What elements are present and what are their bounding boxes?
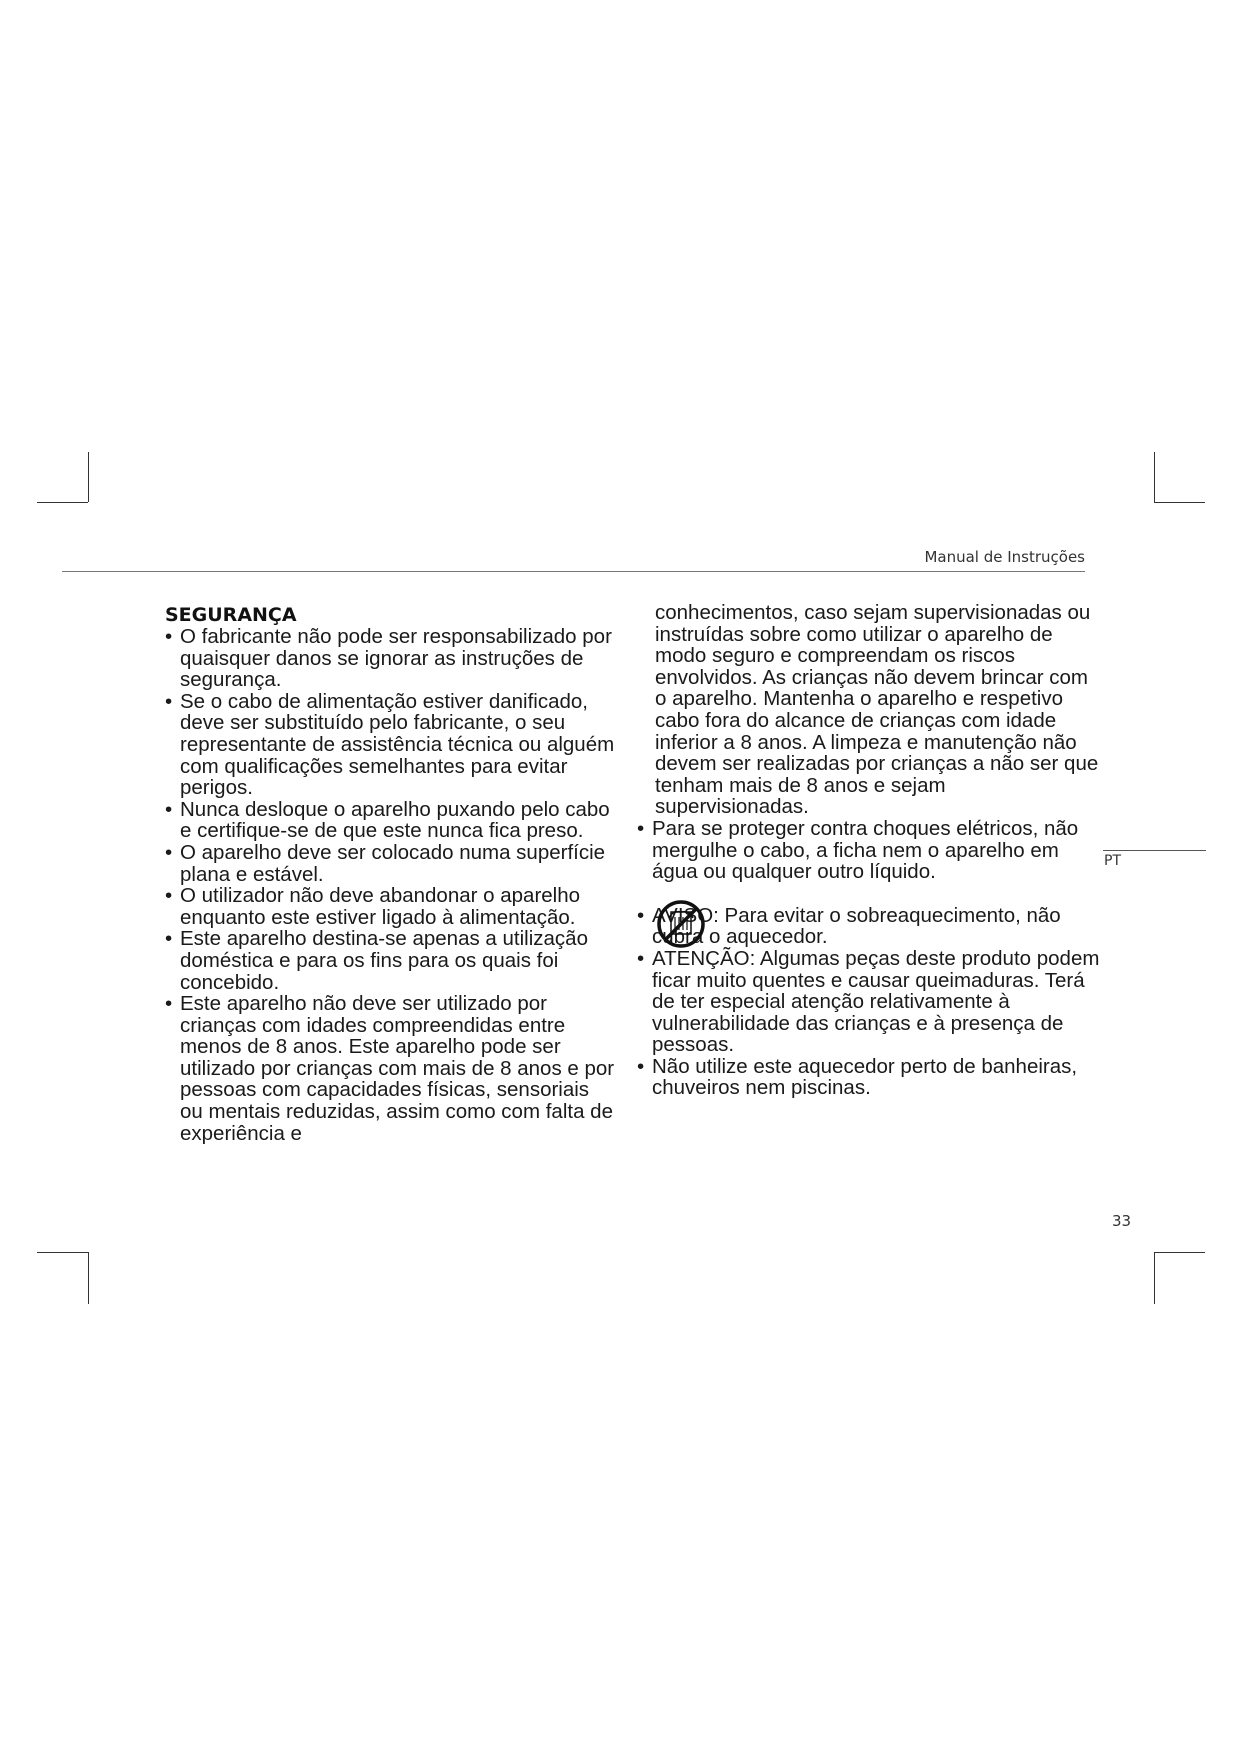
page-number: 33	[1112, 1212, 1132, 1230]
side-tab-rule	[1103, 850, 1206, 851]
list-item: • AVISO: Para evitar o sobreaquecimento, não cubra o aquecedor.	[637, 905, 1102, 948]
crop-mark-top-right-v	[1154, 452, 1155, 502]
list-item: • O fabricante não pode ser responsabilizado por quaisquer danos se ignorar as instruções de segurança.	[165, 626, 615, 691]
crop-mark-bottom-right-v	[1154, 1252, 1155, 1304]
list-item: • Não utilize este aquecedor perto de banheiras, chuveiros nem piscinas.	[637, 1056, 1102, 1099]
header-rule	[62, 571, 1085, 572]
crop-mark-bottom-right-h	[1154, 1252, 1205, 1253]
list-item: • ATENÇÃO: Algumas peças deste produto podem ficar muito quentes e causar queimaduras. Terá de ter especial atenção relativamente à vulnerabilidade das crianças e à presença de pessoas.	[637, 948, 1102, 1056]
list-item: • Este aparelho não deve ser utilizado por crianças com idades compreendidas entre menos de 8 anos. Este aparelho pode ser utilizado por crianças com mais de 8 anos e por pessoas com capacidades físicas, sensoriais ou mentais reduzidas, assim como com falta de experiência e	[165, 993, 615, 1144]
crop-mark-top-right-h	[1154, 502, 1205, 503]
section-title: SEGURANÇA	[165, 604, 297, 626]
left-safety-list	[165, 626, 615, 1144]
list-item: • Para se proteger contra choques elétricos, não mergulhe o cabo, a ficha nem o aparelho em água ou qualquer outro líquido.	[637, 818, 1102, 883]
do-not-cover-icon-svg	[655, 898, 707, 950]
crop-mark-top-left-h	[37, 502, 88, 503]
continued-paragraph: conhecimentos, caso sejam supervisionadas ou instruídas sobre como utilizar o aparelho de modo seguro e compreendam os riscos envolvidos. As crianças não devem brincar com o aparelho. Mantenha o aparelho e respetivo cabo fora do alcance de crianças com idade inferior a 8 anos. A limpeza e manutenção não devem ser realizadas por crianças a não ser que tenham mais de 8 anos e sejam supervisionadas.	[655, 601, 1099, 819]
right-safety-list	[637, 818, 1102, 1099]
header-title: Manual de Instruções	[924, 548, 1085, 566]
list-item: • O utilizador não deve abandonar o aparelho enquanto este estiver ligado à alimentação.	[165, 885, 615, 928]
list-item: • Este aparelho destina-se apenas a utilização doméstica e para os fins para os quais foi concebido.	[165, 928, 615, 993]
right-column	[637, 602, 1102, 1099]
do-not-cover-icon	[655, 898, 707, 950]
left-column	[165, 604, 615, 1144]
crop-mark-bottom-left-h	[37, 1252, 88, 1253]
crop-mark-bottom-left-v	[88, 1252, 89, 1304]
list-item: • Nunca desloque o aparelho puxando pelo cabo e certifique-se de que este nunca fica preso.	[165, 799, 615, 842]
list-item: • Se o cabo de alimentação estiver danificado, deve ser substituído pelo fabricante, o seu representante de assistência técnica ou alguém com qualificações semelhantes para evitar perigos.	[165, 691, 615, 799]
language-tab: PT	[1104, 853, 1121, 869]
crop-mark-top-left-v	[88, 452, 89, 502]
list-item: • O aparelho deve ser colocado numa superfície plana e estável.	[165, 842, 615, 885]
